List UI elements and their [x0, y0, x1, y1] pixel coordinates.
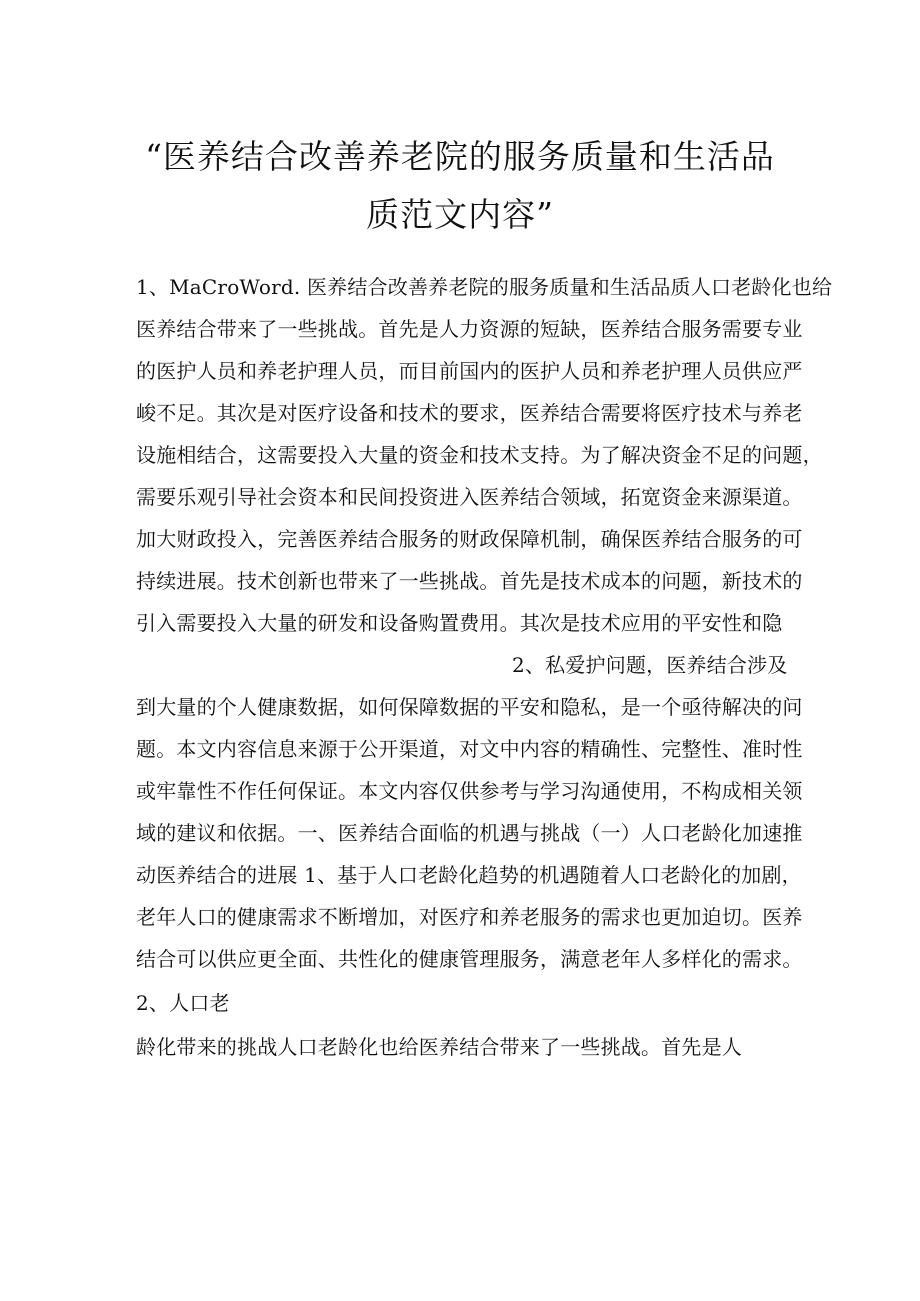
body-line: 持续进展。技术创新也带来了一些挑战。首先是技术成本的问题，新技术的: [136, 569, 803, 593]
body-line: 加大财政投入，完善医养结合服务的财政保障机制，确保医养结合服务的可: [136, 527, 803, 551]
body-line: 老年人口的健康需求不断增加，对医疗和养老服务的需求也更加迫切。医养: [136, 905, 803, 929]
body-line: 域的建议和依据。一、医养结合面临的机遇与挑战（一）人口老龄化加速推: [136, 821, 803, 845]
body-line: 设施相结合，这需要投入大量的资金和技术支持。为了解决资金不足的问题，: [136, 443, 823, 467]
body-line: 或牢靠性不作任何保证。本文内容仅供参考与学习沟通使用，不构成相关领: [136, 779, 803, 803]
body-line: 的医护人员和养老护理人员，而目前国内的医护人员和养老护理人员供应严: [136, 359, 803, 383]
body-line: 结合可以供应更全面、共性化的健康管理服务，满意老年人多样化的需求。: [136, 947, 803, 971]
title-line-1: “医养结合改善养老院的服务质量和生活品: [145, 137, 775, 176]
body-line: 医养结合带来了一些挑战。首先是人力资源的短缺，医养结合服务需要专业: [136, 317, 803, 341]
title-line-2: 质范文内容”: [366, 195, 554, 234]
body-line: 到大量的个人健康数据，如何保障数据的平安和隐私，是一个亟待解决的问: [136, 695, 803, 719]
document-title: [120, 128, 800, 244]
body-line: 动医养结合的进展 1、基于人口老龄化趋势的机遇随着人口老龄化的加剧，: [136, 863, 802, 887]
body-line: 题。本文内容信息来源于公开渠道，对文中内容的精确性、完整性、准时性: [136, 737, 803, 761]
body-line: 2、人口老: [136, 991, 230, 1015]
body-line: 峻不足。其次是对医疗设备和技术的要求，医养结合需要将医疗技术与养老: [136, 401, 803, 425]
body-line: 1、MaCroWord. 医养结合改善养老院的服务质量和生活品质人口老龄化也给: [136, 275, 833, 299]
body-line: 龄化带来的挑战人口老龄化也给医养结合带来了一些挑战。首先是人: [136, 1035, 742, 1059]
body-line: 需要乐观引导社会资本和民间投资进入医养结合领域，拓宽资金来源渠道。: [136, 485, 803, 509]
body-line: 引入需要投入大量的研发和设备购置费用。其次是技术应用的平安性和隐: [136, 611, 783, 635]
body-line: 2、私爱护问题，医养结合涉及: [512, 653, 788, 677]
